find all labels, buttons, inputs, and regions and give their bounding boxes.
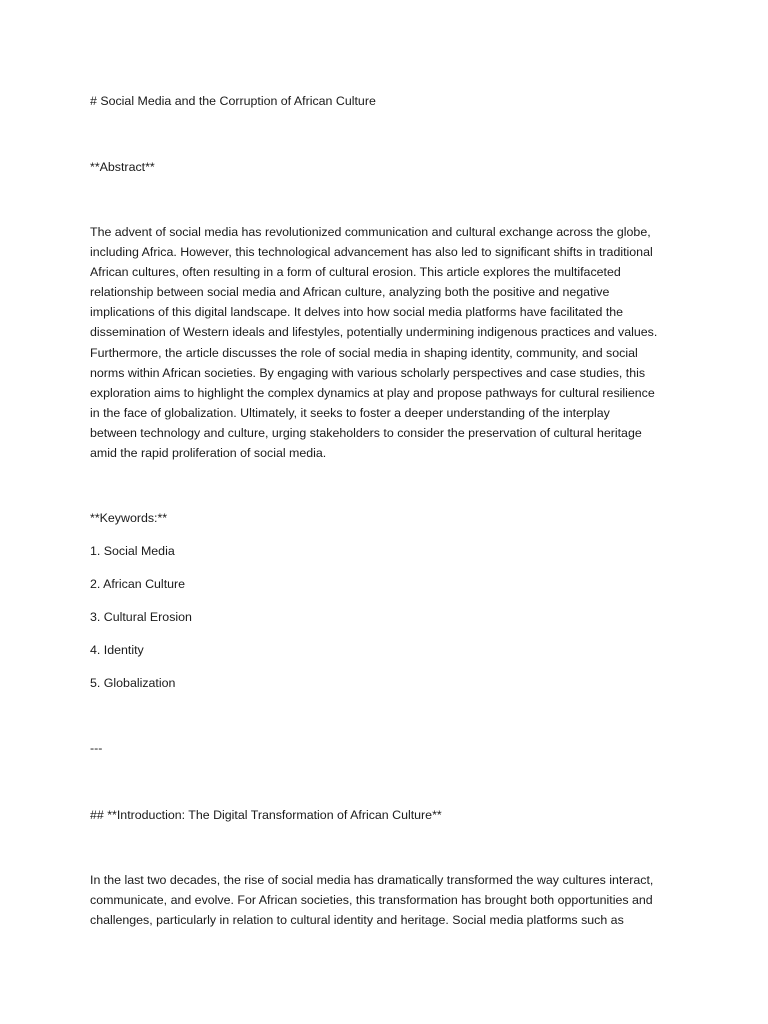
abstract-line: exploration aims to highlight the complex dynamics at play and propose pathways for cultural resilience [90,385,655,400]
section-separator: --- [90,741,103,755]
introduction-line: communicate, and evolve. For African societies, this transformation has brought both opportunities and [90,893,653,908]
abstract-heading: **Abstract** [90,160,155,174]
abstract-line: norms within African societies. By engaging with various scholarly perspectives and case studies, this [90,365,646,380]
document-title: # Social Media and the Corruption of African Culture [90,94,376,108]
abstract-line: including Africa. However, this technological advancement has also led to significant shifts in traditional [90,245,653,260]
keyword-item: 1. Social Media [90,544,175,558]
introduction-paragraph [90,870,690,930]
abstract-line: Furthermore, the article discusses the role of social media in shaping identity, community, and social [90,345,638,360]
keyword-item: 4. Identity [90,643,144,657]
keyword-item: 5. Globalization [90,676,176,690]
abstract-line: relationship between social media and African culture, analyzing both the positive and negative [90,285,610,300]
keyword-item: 3. Cultural Erosion [90,610,192,624]
introduction-heading: ## **Introduction: The Digital Transformation of African Culture** [90,808,442,822]
introduction-line: challenges, particularly in relation to cultural identity and heritage. Social media platforms such as [90,913,624,928]
abstract-line: implications of this digital landscape. It delves into how social media platforms have facilitated the [90,305,624,320]
introduction-line: In the last two decades, the rise of social media has dramatically transformed the way cultures interact, [90,873,654,887]
abstract-line: dissemination of Western ideals and lifestyles, potentially undermining indigenous practices and values. [90,325,658,340]
abstract-line: between technology and culture, urging stakeholders to consider the preservation of cultural heritage [90,425,642,440]
abstract-paragraph [90,222,690,463]
abstract-line: amid the rapid proliferation of social media. [90,446,327,461]
document-page [90,0,690,1024]
keywords-heading: **Keywords:** [90,511,168,525]
abstract-line: The advent of social media has revolutionized communication and cultural exchange across the globe, [90,225,651,239]
keyword-item: 2. African Culture [90,577,186,591]
abstract-line: African cultures, often resulting in a form of cultural erosion. This article explores the multifaceted [90,265,621,280]
abstract-line: in the face of globalization. Ultimately, it seeks to foster a deeper understanding of the interplay [90,405,610,420]
